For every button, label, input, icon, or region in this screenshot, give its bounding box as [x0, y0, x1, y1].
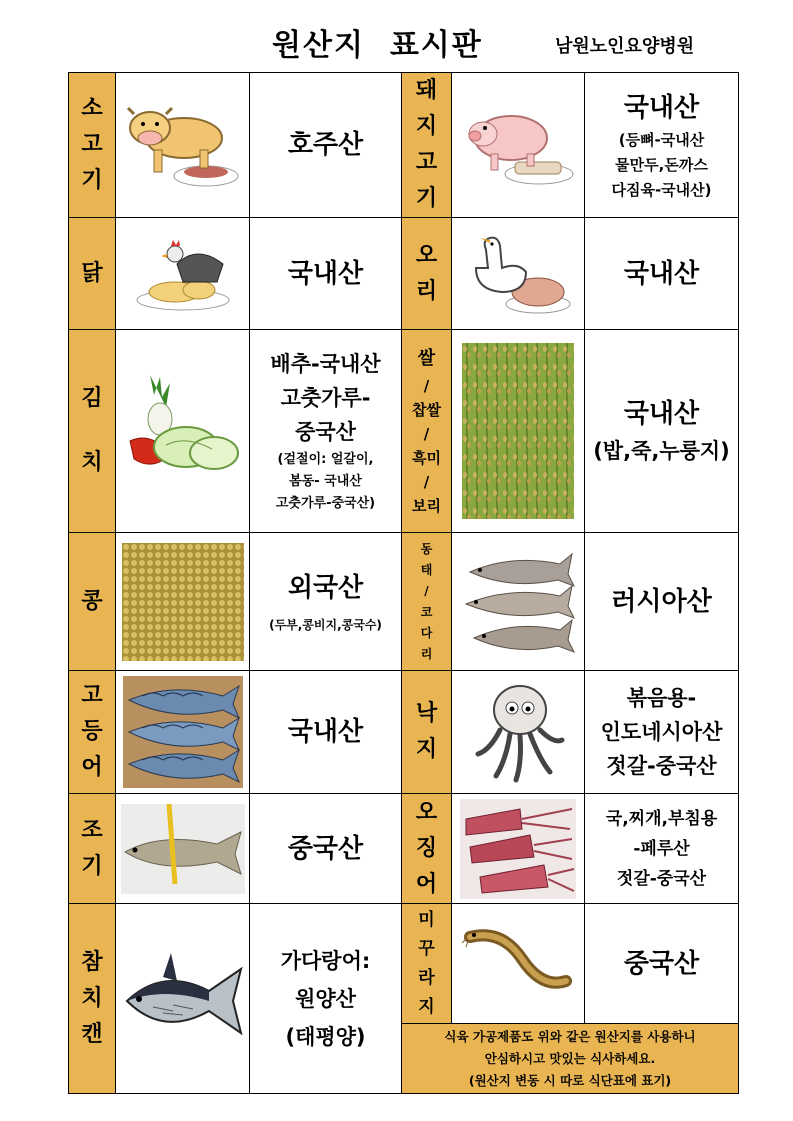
table-row: [69, 794, 739, 904]
category-char: 김: [81, 386, 103, 411]
category-char: 태: [420, 562, 433, 577]
category-char: 기: [81, 168, 103, 193]
category-char: 다: [420, 625, 433, 640]
table-row: [69, 904, 739, 1024]
category-char: 고: [81, 132, 103, 157]
origin-text: 젓갈-중국산: [616, 868, 707, 889]
category-char: 등: [81, 719, 103, 744]
category-char: 치: [81, 450, 103, 475]
category-char: 기: [415, 186, 438, 211]
category-char: 콩: [81, 588, 103, 614]
category-char: 기: [81, 853, 103, 879]
category-char: 지: [418, 996, 435, 1017]
category-char: 고: [81, 683, 103, 708]
category-char: /: [423, 473, 430, 491]
origin-text: 젓갈-중국산: [606, 754, 717, 778]
table-row: [69, 73, 739, 218]
origin-octopus: [585, 671, 739, 794]
loach-icon: [452, 904, 585, 1024]
category-pollock: [402, 533, 452, 671]
category-beef: [69, 73, 116, 218]
notice-box: [402, 1024, 739, 1094]
category-char: 조: [81, 817, 103, 843]
origin-text: (밥,죽,누룽지): [593, 439, 730, 463]
origin-text: 배추-국내산: [270, 352, 381, 376]
origin-text: 인도네시아산: [600, 720, 723, 744]
origin-chicken: [250, 218, 402, 330]
table-row: [69, 218, 739, 330]
origin-text: 국내산: [623, 92, 700, 123]
origin-text: 러시아산: [611, 586, 712, 617]
origin-beef: [250, 73, 402, 218]
octopus-icon: [452, 671, 585, 794]
origin-text: 외국산: [287, 572, 364, 603]
category-char: 지: [415, 737, 438, 762]
category-rice: [402, 330, 452, 533]
category-char: 징: [415, 835, 438, 861]
category-loach: [402, 904, 452, 1024]
category-char: 리: [420, 646, 433, 661]
category-char: 흑미: [412, 449, 441, 467]
category-mackerel: [69, 671, 116, 794]
category-char: 지: [415, 114, 438, 139]
origin-squid: [585, 794, 739, 904]
category-char: 보리: [412, 497, 441, 515]
origin-pork: [585, 73, 739, 218]
pollock-icon: [452, 533, 585, 671]
category-char: 돼: [415, 78, 438, 103]
origin-text: 가다랑어:: [280, 948, 371, 973]
origin-text: 국내산: [623, 399, 700, 429]
kimchi-icon: [116, 330, 250, 533]
category-soybean: [69, 533, 116, 671]
category-octopus: [402, 671, 452, 794]
category-char: 찹쌀: [412, 401, 441, 419]
origin-rice: [585, 330, 739, 533]
soybean-icon: [116, 533, 250, 671]
origin-detail: 물만두,돈까스: [615, 155, 708, 174]
chicken-icon: [116, 218, 250, 330]
category-char: 캔: [81, 1021, 103, 1047]
squid-icon: [452, 794, 585, 904]
origin-text: 고춧가루-: [280, 386, 371, 410]
notice-line: 안심하시고 맛있는 식사하세요.: [484, 1050, 656, 1066]
category-char: 코: [420, 604, 433, 619]
origin-detail: (겉절이: 얼갈이,: [277, 452, 374, 467]
origin-pollock: [585, 533, 739, 671]
category-squid: [402, 794, 452, 904]
mackerel-icon: [116, 671, 250, 794]
category-char: 미: [418, 909, 435, 930]
origin-text: 원양산: [295, 986, 356, 1011]
origin-detail: (두부,콩비지,콩국수): [269, 617, 382, 632]
origin-detail: 봄동- 국내산: [289, 474, 362, 489]
origin-text: 호주산: [287, 130, 364, 160]
category-char: 리: [415, 278, 438, 304]
origin-text: 국내산: [287, 258, 364, 289]
origin-text: 국내산: [623, 258, 700, 289]
origin-text: 중국산: [623, 948, 700, 979]
category-char: 낙: [415, 701, 438, 726]
category-pork: [402, 73, 452, 218]
origin-tuna: [250, 904, 402, 1094]
origin-text: 국,찌개,부침용: [605, 808, 718, 829]
origin-table: [68, 72, 739, 1094]
category-char: 동: [420, 541, 433, 556]
page-title: 원산지 표시판: [272, 28, 483, 63]
origin-text: 볶음용-: [626, 686, 697, 710]
croaker-icon: [116, 794, 250, 904]
origin-croaker: [250, 794, 402, 904]
category-char: 소: [81, 96, 103, 121]
origin-detail: 다짐육-국내산): [611, 180, 712, 199]
origin-duck: [585, 218, 739, 330]
category-char: 고: [415, 150, 438, 175]
category-char: 꾸: [418, 938, 435, 959]
tuna-icon: [116, 904, 250, 1094]
category-char: 쌀: [417, 348, 436, 369]
origin-loach: [585, 904, 739, 1024]
category-char: /: [423, 425, 430, 443]
category-char: 어: [81, 755, 103, 780]
origin-text: 국내산: [287, 717, 364, 747]
table-row: [69, 533, 739, 671]
pig-icon: [452, 73, 585, 218]
cow-icon: [116, 73, 250, 218]
origin-detail: (등뼈-국내산: [618, 130, 705, 149]
category-chicken: [69, 218, 116, 330]
category-char: 참: [81, 949, 103, 975]
category-char: /: [424, 583, 429, 598]
hospital-name: 남원노인요양병원: [555, 36, 695, 57]
table-row: [69, 330, 739, 533]
origin-soybean: [250, 533, 402, 671]
category-char: /: [423, 377, 430, 395]
rice-plant-icon: [452, 330, 585, 533]
duck-icon: [452, 218, 585, 330]
category-tuna: [69, 904, 116, 1094]
category-char: 라: [418, 967, 435, 988]
origin-mackerel: [250, 671, 402, 794]
origin-text: (태평양): [285, 1024, 366, 1049]
origin-text: 중국산: [295, 420, 356, 444]
category-char: 어: [415, 871, 438, 897]
origin-text: 중국산: [287, 833, 364, 864]
category-char: 닭: [81, 260, 103, 286]
origin-text: -페루산: [633, 838, 690, 859]
table-row: [69, 671, 739, 794]
category-croaker: [69, 794, 116, 904]
category-char: 치: [81, 985, 103, 1011]
category-char: 오: [415, 242, 438, 268]
category-duck: [402, 218, 452, 330]
origin-kimchi: [250, 330, 402, 533]
notice-line: 식육 가공제품도 위와 같은 원산지를 사용하니: [444, 1028, 696, 1044]
notice-line: (원산지 변동 시 따로 식단표에 표기): [468, 1072, 672, 1088]
category-kimchi: [69, 330, 116, 533]
origin-detail: 고춧가루-중국산): [275, 496, 376, 511]
category-char: 오: [415, 799, 438, 825]
